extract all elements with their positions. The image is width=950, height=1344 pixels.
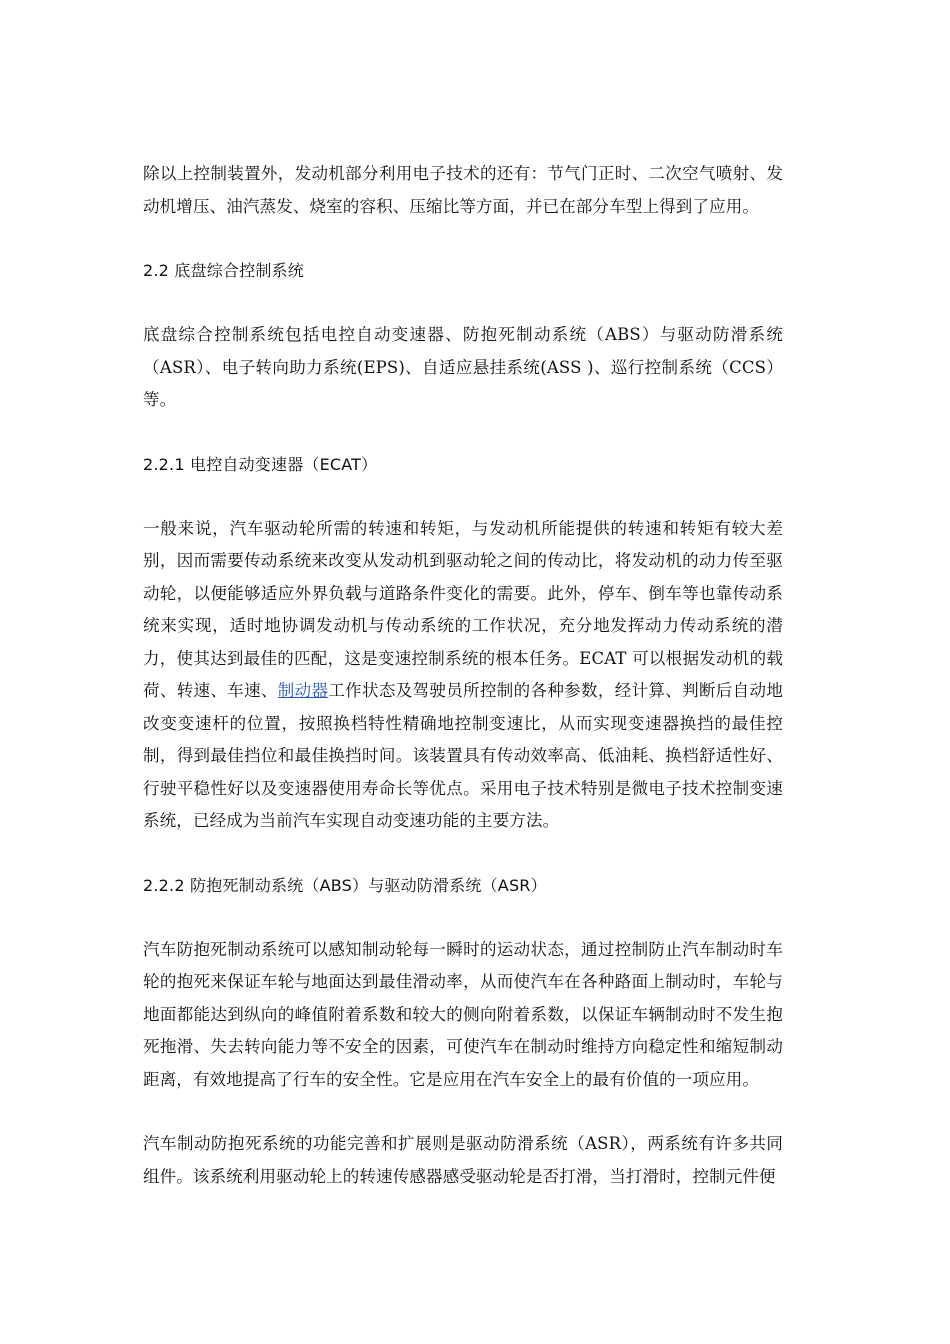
paragraph-ecat-text-after-link: 工作状态及驾驶员所控制的各种参数，经计算、判断后自动地改变变速杆的位置，按照换档特性精确地控制变速比，从而实现变速器换挡的最佳控制，得到最佳挡位和最佳换挡时间。该装置具有传动效率高、低油耗、换档舒适性好、行驶平稳性好以及变速器使用寿命长等优点。采用电子技术特别是微电子技术控制变速系统，已经成为当前汽车实现自动变速功能的主要方法。	[143, 681, 783, 830]
paragraph-engine-electronics: 除以上控制装置外，发动机部分利用电子技术的还有：节气门正时、二次空气喷射、发动机增压、油汽蒸发、烧室的容积、压缩比等方面，并已在部分车型上得到了应用。	[143, 164, 783, 216]
paragraph-abs: 汽车防抱死制动系统可以感知制动轮每一瞬时的运动状态，通过控制防止汽车制动时车轮的抱死来保证车轮与地面达到最佳滑动率，从而使汽车在各种路面上制动时，车轮与地面都能达到纵向的峰值附着系数和较大的侧向附着系数，以保证车辆制动时不发生抱死拖滑、失去转向能力等不安全的因素，可使汽车在制动时维持方向稳定性和缩短制动距离，有效地提高了行车的安全性。它是应用在汽车安全上的最有价值的一项应用。	[143, 939, 783, 1089]
paragraph-ecat	[143, 513, 783, 838]
paragraph-asr: 汽车制动防抱死系统的功能完善和扩展则是驱动防滑系统（ASR），两系统有许多共同组件。该系统利用驱动轮上的转速传感器感受驱动轮是否打滑，当打滑时，控制元件便	[143, 1134, 783, 1186]
section-heading-2-2-1: 2.2.1 电控自动变速器（ECAT）	[143, 454, 378, 474]
paragraph-ecat-text-before-link: 一般来说，汽车驱动轮所需的转速和转矩，与发动机所能提供的转速和转矩有较大差别，因而需要传动系统来改变从发动机到驱动轮之间的传动比，将发动机的动力传至驱动轮，以便能够适应外界负载与道路条件变化的需要。此外，停车、倒车等也靠传动系统来实现，适时地协调发动机与传动系统的工作状况，充分地发挥动力传动系统的潜力，使其达到最佳的匹配，这是变速控制系统的根本任务。ECAT 可以根据发动机的载荷、转速、车速、	[143, 518, 783, 700]
paragraph-chassis-control: 底盘综合控制系统包括电控自动变速器、防抱死制动系统（ABS）与驱动防滑系统（ASR）、电子转向助力系统(EPS)、自适应悬挂系统(ASS )、巡行控制系统（CCS）等。	[143, 325, 783, 409]
brake-link[interactable]: 制动器	[277, 681, 329, 700]
document-body	[143, 158, 783, 1225]
section-heading-2-2: 2.2 底盘综合控制系统	[143, 261, 304, 280]
section-heading-2-2-2: 2.2.2 防抱死制动系统（ABS）与驱动防滑系统（ASR）	[143, 875, 547, 895]
